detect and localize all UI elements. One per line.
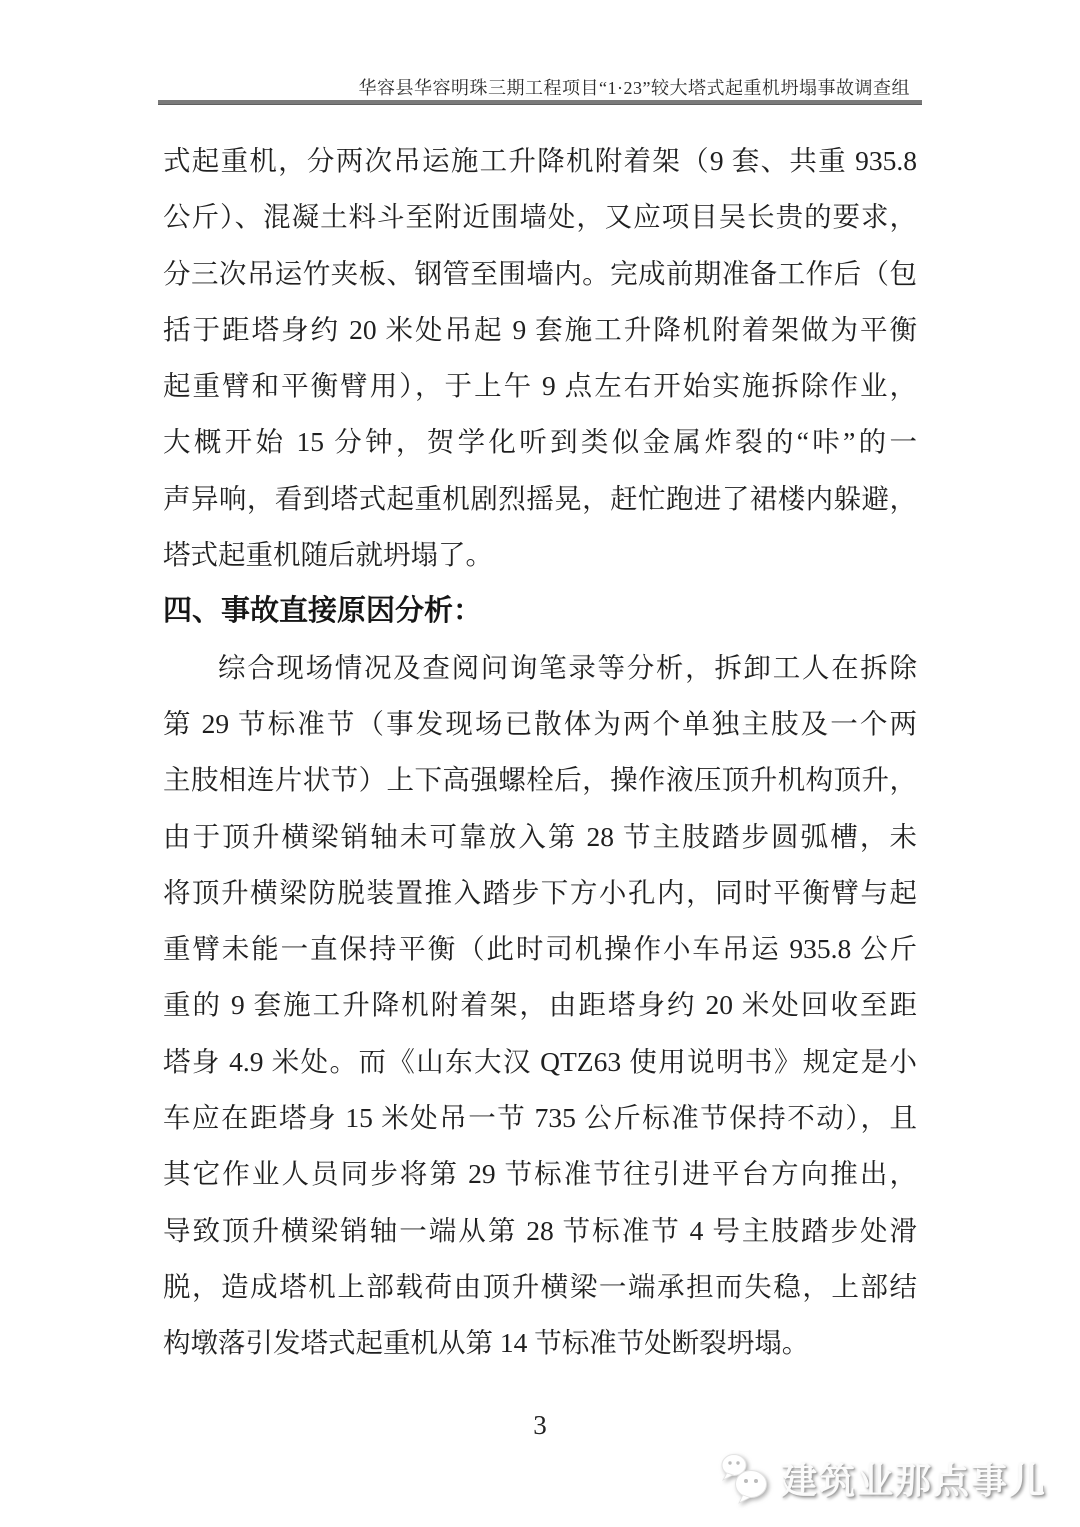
section-heading-direct-cause-analysis: 四、事故直接原因分析： bbox=[163, 595, 483, 628]
text-line: 括于距塔身约 20 米处吊起 9 套施工升降机附着架做为平衡 bbox=[163, 313, 917, 345]
text-line: 脱，造成塔机上部载荷由顶升横梁一端承担而失稳，上部结 bbox=[163, 1270, 917, 1302]
text-line: 其它作业人员同步将第 29 节标准节往引进平台方向推出， bbox=[163, 1158, 917, 1190]
text-line: 塔式起重机随后就坍塌了。 bbox=[163, 539, 493, 571]
page-number: 3 bbox=[533, 1410, 547, 1440]
text-line: 第 29 节标准节（事发现场已散体为两个单独主肢及一个两 bbox=[163, 707, 917, 739]
paragraph-continued bbox=[163, 133, 917, 583]
watermark-label: 建筑业那点事儿 bbox=[780, 1459, 1047, 1501]
paragraph-analysis bbox=[163, 640, 917, 1372]
text-line: 主肢相连片状节）上下高强螺栓后，操作液压顶升机构顶升， bbox=[163, 764, 917, 796]
header-divider-rule bbox=[158, 100, 922, 105]
wechat-chat-bubbles-icon bbox=[719, 1452, 771, 1504]
text-line: 导致顶升横梁销轴一端从第 28 节标准节 4 号主肢踏步处滑 bbox=[163, 1214, 917, 1246]
text-line: 分三次吊运竹夹板、钢管至围墙内。完成前期准备工作后（包 bbox=[163, 257, 917, 289]
text-line: 声异响，看到塔式起重机剧烈摇晃，赶忙跑进了裙楼内躲避， bbox=[163, 482, 917, 514]
text-line: 塔身 4.9 米处。而《山东大汉 QTZ63 使用说明书》规定是小 bbox=[163, 1045, 917, 1077]
text-line: 公斤）、混凝土料斗至附近围墙处，又应项目吴长贵的要求， bbox=[163, 201, 917, 233]
text-line: 式起重机，分两次吊运施工升降机附着架（9 套、共重 935.8 bbox=[163, 145, 917, 176]
text-line: 大概开始 15 分钟，贺学化听到类似金属炸裂的“咔”的一 bbox=[163, 426, 917, 458]
text-line: 重的 9 套施工升降机附着架，由距塔身约 20 米处回收至距 bbox=[163, 989, 917, 1021]
text-line: 将顶升横梁防脱装置推入踏步下方小孔内，同时平衡臂与起 bbox=[163, 876, 917, 908]
running-header-title: 华容县华容明珠三期工程项目“1·23”较大塔式起重机坍塌事故调查组 bbox=[358, 78, 910, 98]
text-line: 综合现场情况及查阅问询笔录等分析，拆卸工人在拆除 bbox=[218, 651, 917, 683]
text-line: 起重臂和平衡臂用），于上午 9 点左右开始实施拆除作业， bbox=[163, 370, 917, 402]
watermark bbox=[719, 1452, 1047, 1504]
text-line: 重臂未能一直保持平衡（此时司机操作小车吊运 935.8 公斤 bbox=[163, 933, 917, 965]
text-line: 由于顶升横梁销轴未可靠放入第 28 节主肢踏步圆弧槽，未 bbox=[163, 820, 917, 852]
text-line: 构墩落引发塔式起重机从第 14 节标准节处断裂坍塌。 bbox=[163, 1327, 810, 1359]
document-body bbox=[163, 133, 917, 1372]
text-line: 车应在距塔身 15 米处吊一节 735 公斤标准节保持不动），且 bbox=[163, 1102, 917, 1134]
